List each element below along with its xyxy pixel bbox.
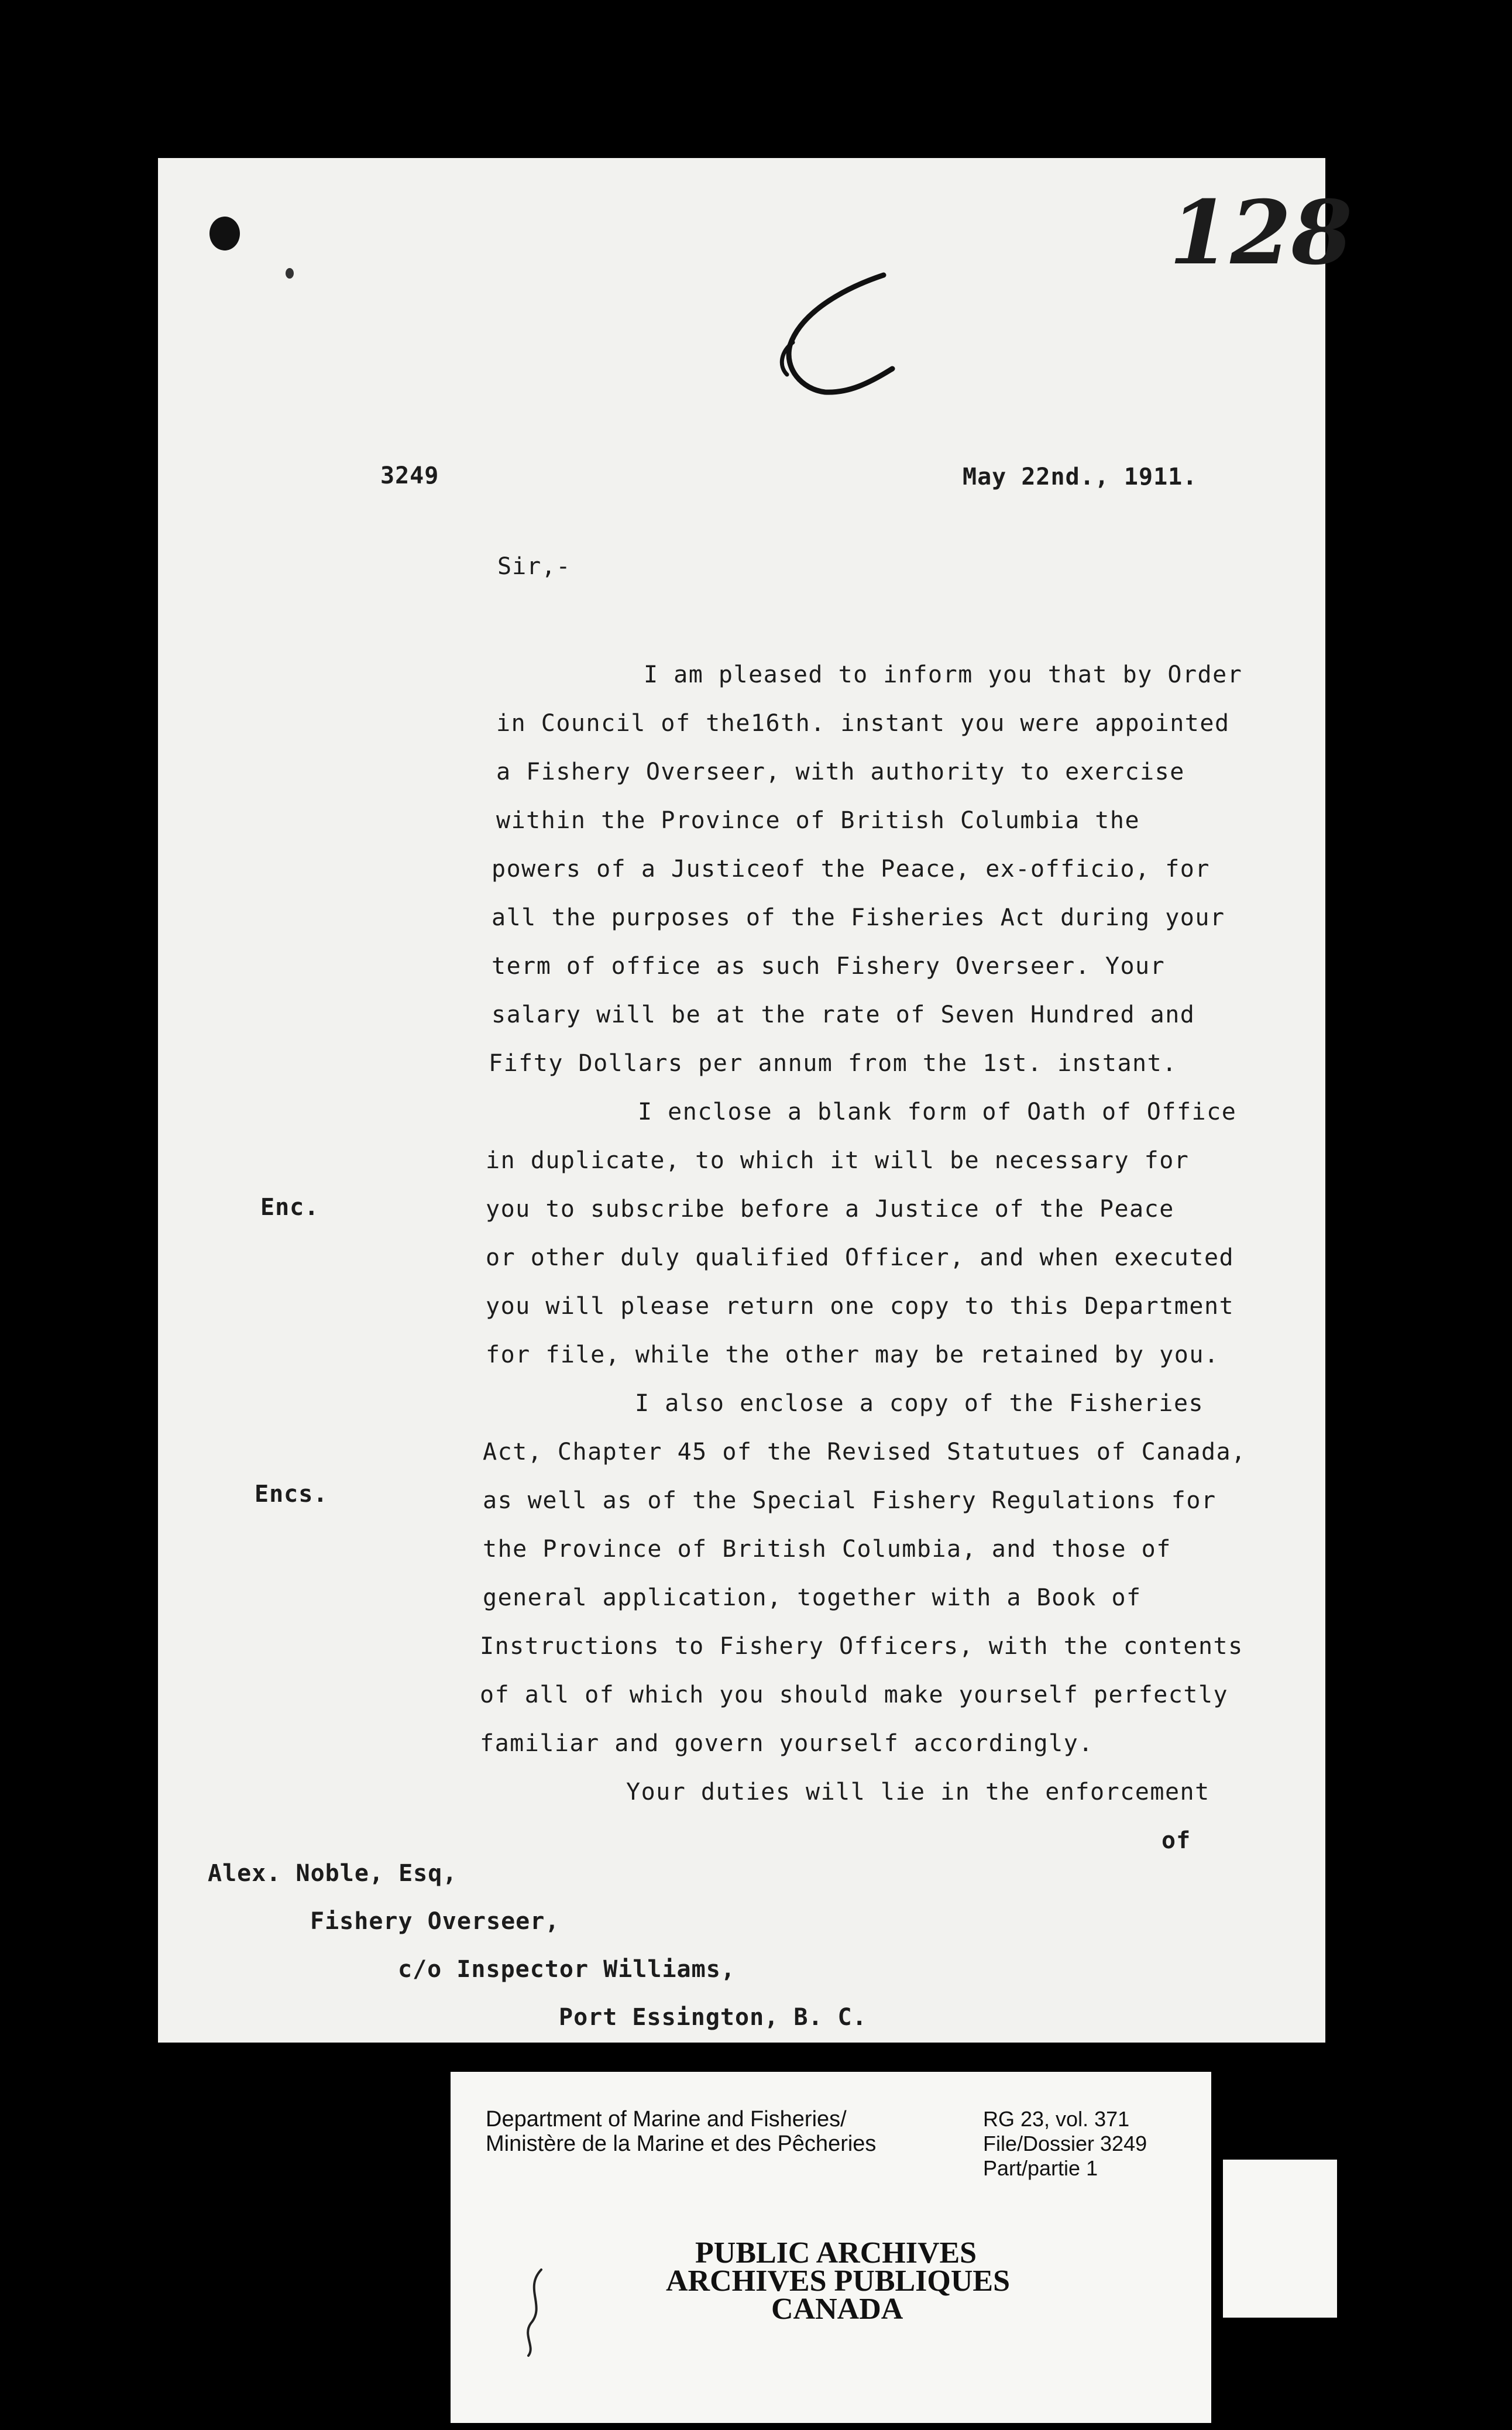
body-line: salary will be at the rate of Seven Hundred and <box>492 1001 1195 1028</box>
body-line: powers of a Justiceof the Peace, ex-officio, for <box>492 856 1210 883</box>
body-line: all the purposes of the Fisheries Act during your <box>492 904 1225 931</box>
body-line: in duplicate, to which it will be necessary for <box>486 1147 1190 1174</box>
body-line: I am pleased to inform you that by Order <box>644 661 1243 688</box>
file-dossier: File/Dossier 3249 <box>983 2132 1147 2156</box>
letter-body <box>158 158 1325 2043</box>
file-number: 3249 <box>380 462 439 489</box>
pencil-mark <box>518 2265 553 2359</box>
body-line: in Council of the16th. instant you were appointed <box>496 710 1230 737</box>
addressee-name: Alex. Noble, Esq, <box>208 1860 458 1887</box>
letter-page <box>158 158 1353 2043</box>
body-line: or other duly qualified Officer, and when executed <box>486 1244 1235 1271</box>
body-line: Your duties will lie in the enforcement <box>626 1779 1210 1806</box>
salutation: Sir,- <box>497 553 571 580</box>
body-line: you will please return one copy to this Department <box>486 1293 1235 1320</box>
page-number: 128 <box>1169 181 1353 284</box>
continuation-word: of <box>1162 1827 1191 1854</box>
addressee-location: Port Essington, B. C. <box>559 2004 867 2031</box>
body-line: I enclose a blank form of Oath of Office <box>638 1099 1237 1125</box>
body-line: for file, while the other may be retained by you. <box>486 1341 1219 1368</box>
body-line: general application, together with a Book of <box>483 1584 1142 1611</box>
body-line: you to subscribe before a Justice of the Peace <box>486 1196 1174 1223</box>
margin-note-encs: Encs. <box>255 1481 328 1508</box>
archive-label-tab <box>1223 2160 1337 2318</box>
part-partie: Part/partie 1 <box>983 2156 1098 2180</box>
body-line: Fifty Dollars per annum from the 1st. instant. <box>489 1050 1177 1077</box>
public-archives-title: PUBLIC ARCHIVES <box>695 2236 977 2270</box>
body-line: as well as of the Special Fishery Regulations for <box>483 1487 1217 1514</box>
body-line: a Fishery Overseer, with authority to exercise <box>496 758 1185 785</box>
record-group-reference: RG 23, vol. 371 <box>983 2107 1130 2131</box>
addressee-care-of: c/o Inspector Williams, <box>398 1956 736 1983</box>
archives-publiques-title: ARCHIVES PUBLIQUES <box>666 2264 1011 2298</box>
department-french: Ministère de la Marine et des Pêcheries <box>486 2132 877 2156</box>
body-line: within the Province of British Columbia the <box>496 807 1140 834</box>
canada-title: CANADA <box>771 2292 903 2326</box>
body-line: of all of which you should make yourself perfectly <box>480 1681 1229 1708</box>
department-english: Department of Marine and Fisheries/ <box>486 2107 847 2132</box>
letter-date: May 22nd., 1911. <box>963 464 1198 490</box>
addressee-title: Fishery Overseer, <box>310 1908 560 1935</box>
body-line: term of office as such Fishery Overseer. Your <box>492 953 1166 980</box>
body-line: Instructions to Fishery Officers, with the contents <box>480 1633 1243 1660</box>
body-line: the Province of British Columbia, and those of <box>483 1536 1171 1563</box>
margin-note-enc: Enc. <box>260 1194 319 1221</box>
archive-label <box>451 2072 1211 2423</box>
body-line: familiar and govern yourself accordingly. <box>480 1730 1094 1757</box>
body-line: Act, Chapter 45 of the Revised Statutues of Canada, <box>483 1439 1246 1465</box>
body-line: I also enclose a copy of the Fisheries <box>635 1390 1204 1417</box>
